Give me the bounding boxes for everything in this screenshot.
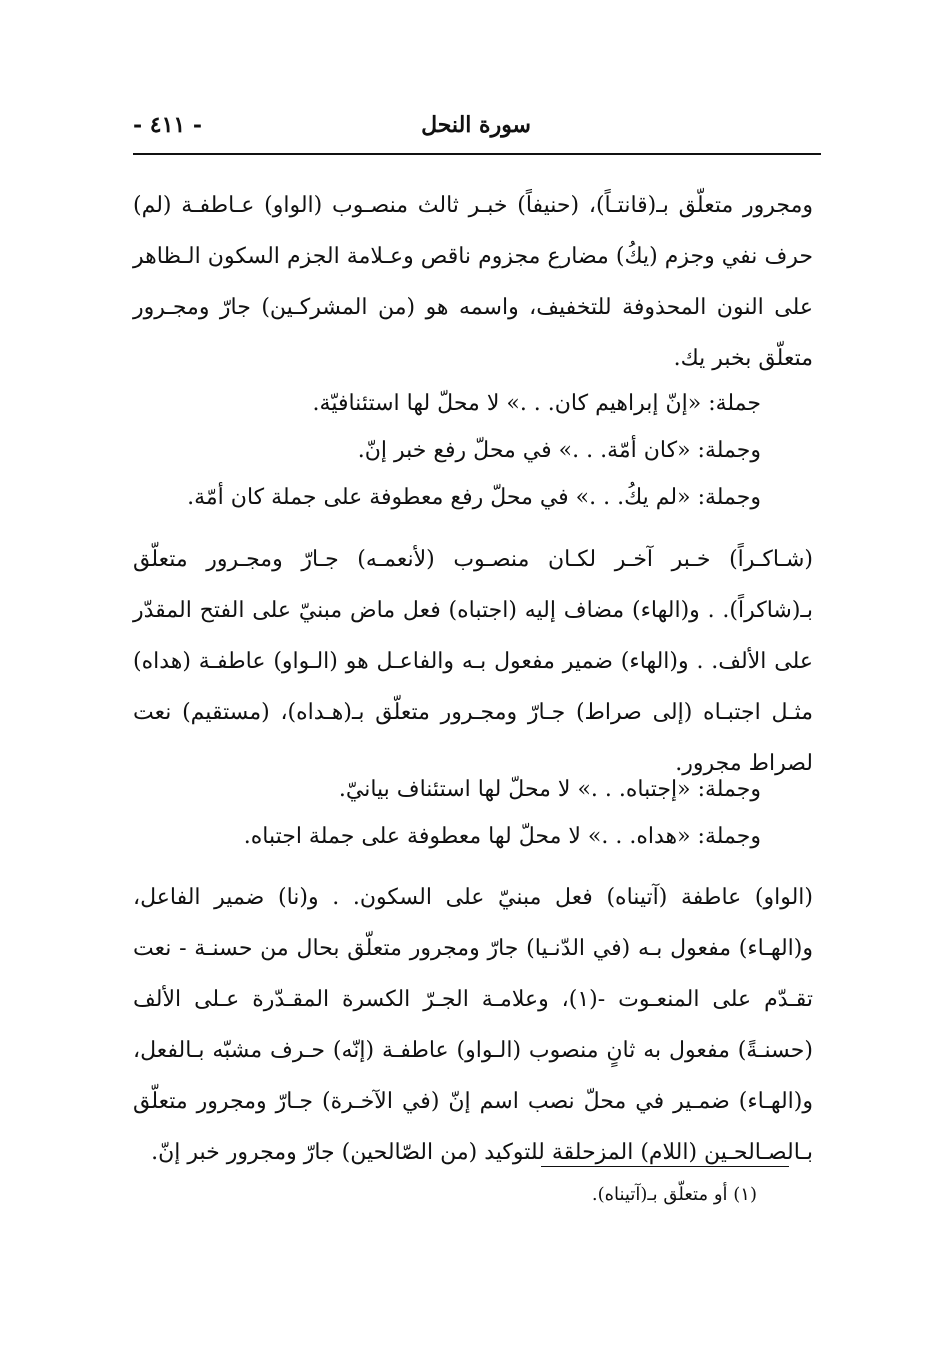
page-header — [133, 112, 821, 148]
page-number: - ٤١١ - — [133, 112, 203, 138]
sentence-line: وجملة: «إجتباه. . .» لا محلّ لها استئناف بيانيّ. — [338, 777, 761, 802]
sentences-block-1 — [187, 380, 761, 521]
footnote-rule — [541, 1166, 789, 1167]
paragraph-3-text: (الواو) عاطفة (آتيناه) فعل مبنيّ على السكون. . و(نا) ضمير الفاعل، و(الهـاء) مفعول بـه (في الدّنـيا) جارّ ومجرور متعلّق بحال من حسنـة - نعت تقـدّم على المنعـوت -(١)، وعلامـة الجـرّ الكسرة المقـدّرة عـلى الألف (حسنـةً) مفعول به ثانٍ منصوب (الـواو) عاطفـة (إنّه) حـرف مشبّه بـالفعل، و(الهـاء) ضمـير في محلّ نصب اسم إنّ (في الآخـرة) جـارّ ومجرور متعلّق بـالصـالحـين (اللام) المزحلقة للتوكيد (من الصّالحين) جارّ ومجرور خبر إنّ. — [133, 885, 813, 1165]
sentences-block-2 — [201, 766, 761, 860]
surah-title: سورة النحل — [421, 112, 531, 138]
paragraph-2-text: (شـاكـراً) خـبر آخـر لكـان منصـوب (لأنعمـه) جـارّ ومجـرور متعلّق بـ(شاكراً). . و(الهاء) مضاف إليه (اجتباه) فعل ماض مبنيّ على الفتح المقدّر على الألف. . و(الهاء) ضمير مفعول بـه والفاعـل هو (الـواو) عاطفـة (هداه) مثـل اجتبـاه (إلى صراط) جـارّ ومجـرور متعلّق بـ(هـداه)، (مستقيم) نعت لصراط مجرور. — [133, 547, 813, 776]
sentence-line: وجملة: «كان أمّة. . .» في محلّ رفع خبر إنّ. — [357, 438, 761, 463]
paragraph-2 — [133, 534, 813, 789]
paragraph-1-text: ومجرور متعلّق بـ(قانتـاً)، (حنيفاً) خبـر ثالث منصـوب (الواو) عـاطفـة (لم) حرف نفي وجزم (يكُ) مضارع مجزوم ناقص وعـلامة الجزم السكون الـظاهر على النون المحذوفة للتخفيف، واسمه هو (من المشركـين) جارّ ومجـرور متعلّق بخبر يك. — [133, 193, 813, 371]
sentence-line: وجملة: «لم يكُ. . .» في محلّ رفع معطوفة على جملة كان أمّة. — [187, 485, 761, 510]
footnote: (١) أو متعلّق بـ(آتيناه). — [591, 1184, 757, 1205]
sentence-line: جملة: «إنّ إبراهيم كان. . .» لا محلّ لها استئنافيّة. — [312, 391, 761, 416]
paragraph-3 — [133, 872, 813, 1178]
header-rule — [133, 153, 821, 155]
paragraph-1 — [133, 180, 813, 384]
sentence-line: وجملة: «هداه. . .» لا محلّ لها معطوفة على جملة اجتباه. — [243, 824, 761, 849]
